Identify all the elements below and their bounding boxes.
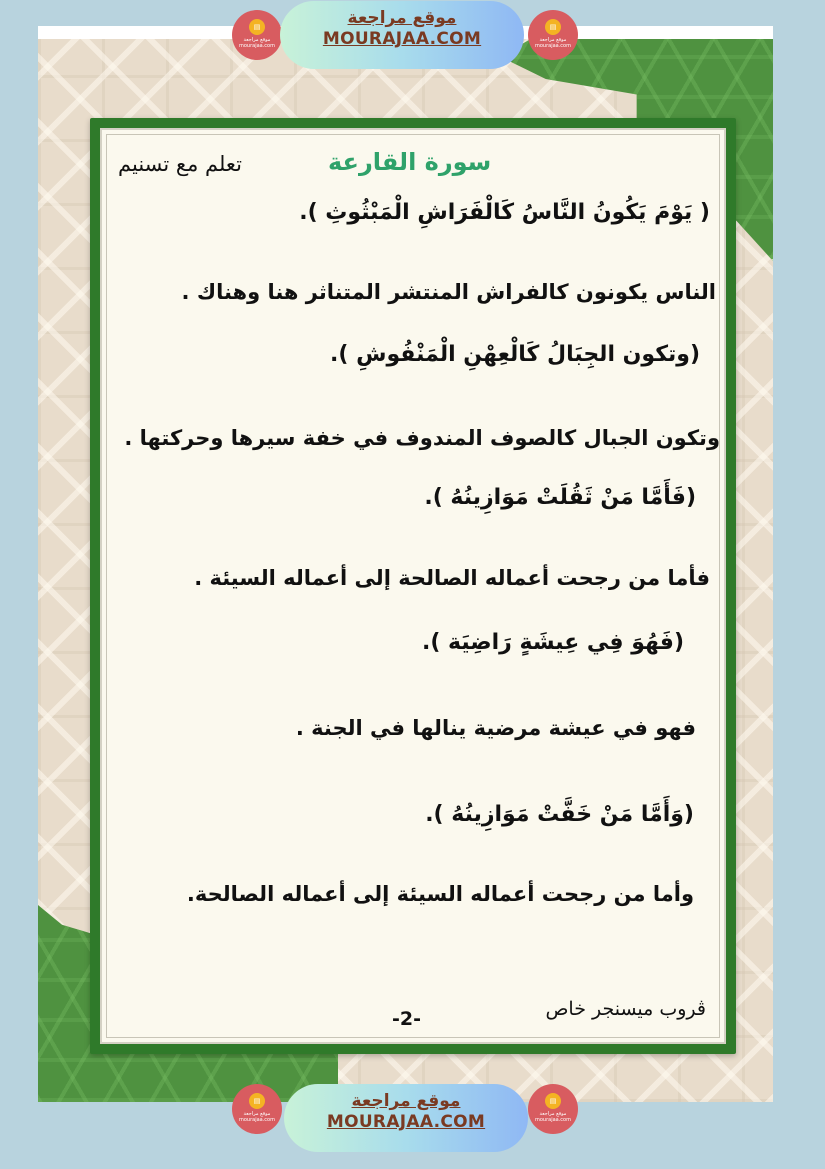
watermark-arabic: موقع مراجعة [347, 8, 457, 28]
logo-text-ar: موقع مراجعة [243, 1111, 271, 1117]
explanation-line-3: فأما من رجحت أعماله الصالحة إلى أعماله السيئة . [194, 566, 710, 590]
explanation-line-5: وأما من رجحت أعماله السيئة إلى أعماله الصالحة. [186, 882, 694, 906]
logo-text-en: mourajaa.com [534, 1117, 571, 1123]
content-panel [100, 128, 726, 1044]
book-badge-icon: ▤ [249, 19, 265, 35]
logo-text-ar: موقع مراجعة [539, 1111, 567, 1117]
watermark-arabic: موقع مراجعة [351, 1091, 461, 1111]
logo-text-en: mourajaa.com [534, 43, 571, 49]
explanation-line-2: وتكون الجبال كالصوف المندوف في خفة سيرها وحركتها . [124, 426, 720, 450]
watermark-banner-top[interactable] [280, 1, 524, 69]
book-badge-icon: ▤ [545, 1093, 561, 1109]
watermark-domain-link[interactable]: MOURAJAA.COM [322, 29, 482, 49]
logo-text-en: mourajaa.com [238, 43, 275, 49]
watermark-logo-bottom-right [528, 1084, 578, 1134]
explanation-line-1: الناس يكونون كالفراش المنتشر المتناثر هنا وهناك . [181, 280, 716, 304]
page-number: -2- [392, 1008, 421, 1030]
messenger-group-label: ڤروب ميسنجر خاص [545, 998, 706, 1020]
logo-text-en: mourajaa.com [238, 1117, 275, 1123]
logo-text-ar: موقع مراجعة [243, 37, 271, 43]
header-row [102, 148, 724, 184]
verse-line-5: (وَأَمَّا مَنْ خَفَّتْ مَوَازِينُهُ ). [425, 802, 694, 827]
watermark-banner-bottom[interactable] [284, 1084, 528, 1152]
book-badge-icon: ▤ [249, 1093, 265, 1109]
watermark-logo-top-right [528, 10, 578, 60]
content-frame [90, 118, 736, 1054]
logo-text-ar: موقع مراجعة [539, 37, 567, 43]
verse-line-2: (وتكون الجِبَالُ كَالْعِهْنِ الْمَنْفُوشِ ). [330, 342, 700, 367]
verse-line-3: (فَأَمَّا مَنْ ثَقُلَتْ مَوَازِينُهُ ). [424, 485, 696, 510]
brand-label: تعلم مع تسنيم [118, 152, 242, 176]
verse-line-4: (فَهُوَ فِي عِيشَةٍ رَاضِيَة ). [421, 630, 684, 655]
watermark-logo-bottom-left [232, 1084, 282, 1134]
watermark-domain-link[interactable]: MOURAJAA.COM [326, 1112, 486, 1132]
book-badge-icon: ▤ [545, 19, 561, 35]
verse-line-1: ( يَوْمَ يَكُونُ النَّاسُ كَالْفَرَاشِ الْمَبْثُوثِ ). [299, 200, 710, 225]
surah-title: سورة القارعة [328, 148, 492, 176]
explanation-line-4: فهو في عيشة مرضية ينالها في الجنة . [295, 716, 696, 740]
watermark-logo-top-left [232, 10, 282, 60]
